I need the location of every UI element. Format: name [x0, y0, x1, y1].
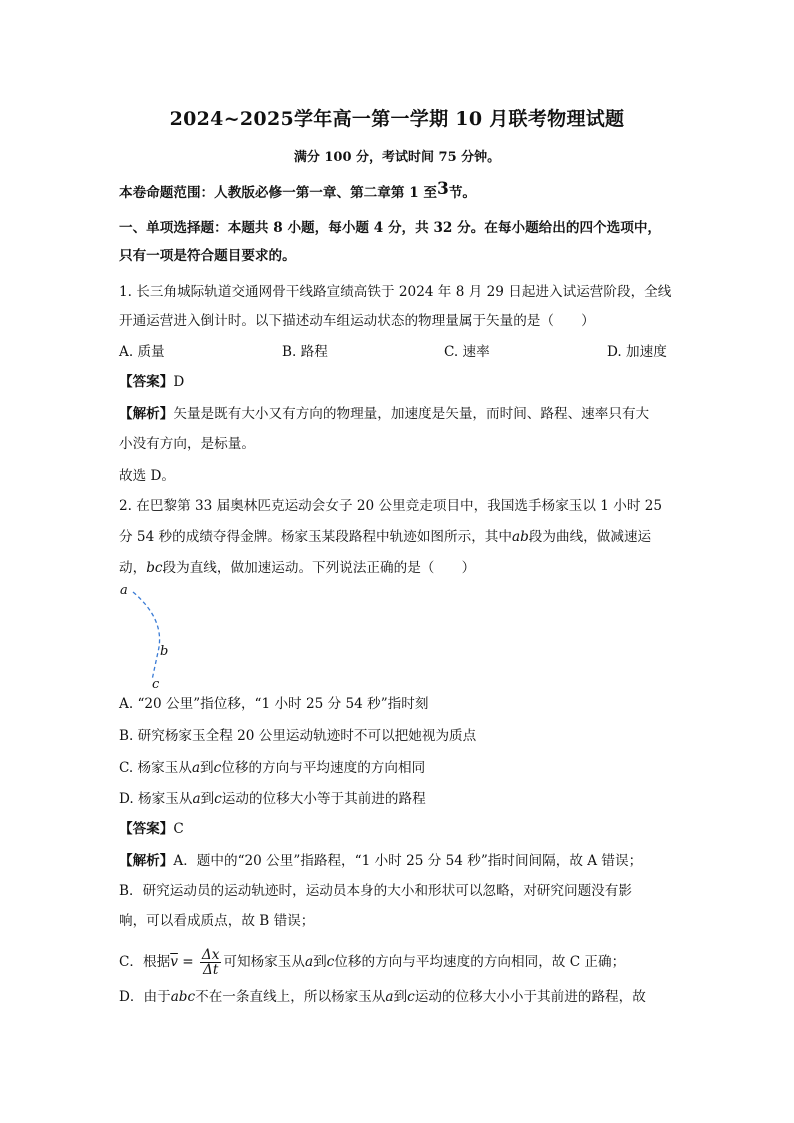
answer-tag: 【答案】: [119, 821, 174, 837]
q1-option-d: D. 加速度: [607, 344, 667, 360]
q1-option-b: B. 路程: [282, 344, 328, 360]
q2-stem-text: 分 54 秒的成绩夺得金牌。杨家玉某段路程中轨迹如图所示，其中: [119, 529, 512, 545]
var-c: c: [214, 791, 222, 807]
analysis-text: 可知杨家玉从: [223, 954, 305, 970]
q1-conclusion: 故选 D。: [119, 468, 176, 484]
option-text: C. 杨家玉从: [119, 760, 192, 776]
var-a: a: [191, 760, 201, 776]
equals-sign: =: [177, 954, 198, 970]
answer-tag: 【答案】: [119, 374, 174, 390]
option-text: 到: [200, 791, 215, 807]
q1-stem-line2: 开通运营进入倒计时。以下描述动车组运动状态的物理量属于矢量的是（ ）: [119, 313, 595, 329]
q2-option-a: A. “20 公里”指位移，“1 小时 25 分 54 秒”指时刻: [119, 696, 429, 712]
analysis-text: 到: [313, 954, 327, 970]
q1-answer: [119, 372, 679, 392]
answer-value: D: [173, 374, 185, 390]
fraction-denominator: Δt: [203, 962, 219, 978]
exam-info: 满分 100 分，考试时间 75 分钟。: [293, 150, 501, 165]
section-heading-line2: 只有一项是符合题目要求的。: [119, 248, 296, 264]
q2-stem-text: 段为直线，做加速运动。下列说法正确的是（ ）: [162, 560, 476, 576]
q1-stem-line1: 1. 长三角城际轨道交通网骨干线路宣绩高铁于 2024 年 8 月 29 日起进入试运营阶段，全线: [119, 284, 672, 300]
analysis-text: 矢量是既有大小又有方向的物理量，加速度是矢量，而时间、路程、速率只有大: [173, 406, 650, 422]
analysis-tag: 【解析】: [119, 853, 174, 869]
q2-answer: [119, 819, 679, 839]
var-c: c: [407, 989, 415, 1005]
option-text: 到: [200, 760, 214, 776]
q2-stem-line2: [119, 527, 679, 547]
var-c: c: [213, 760, 222, 776]
page-title: 2024~2025学年高一第一学期 10 月联考物理试题: [169, 108, 625, 130]
var-c: c: [326, 954, 335, 970]
q2-analysis-d: [119, 987, 679, 1007]
velocity-fraction: [200, 948, 221, 977]
q2-stem-text: 段为曲线，做减速运: [528, 529, 652, 545]
option-text: 位移的方向与平均速度的方向相同: [221, 760, 426, 776]
analysis-text: 不在一条直线上，所以杨家玉从: [195, 989, 386, 1005]
section-heading-line1: 一、单项选择题：本题共 8 小题，每小题 4 分，共 32 分。在每小题给出的四个选项中，: [119, 220, 662, 236]
segment-bc: bc: [146, 560, 163, 576]
q2-stem-line3: [119, 558, 679, 578]
point-b-label: b: [160, 644, 169, 659]
analysis-text: 位移的方向与平均速度的方向相同，故 C 正确；: [334, 954, 626, 970]
q2-stem-text: 动，: [119, 560, 147, 576]
q1-analysis-line2: 小没有方向，是标量。: [119, 436, 255, 452]
scope-suffix: 节。: [448, 185, 477, 201]
analysis-text: 到: [393, 989, 408, 1005]
answer-value: C: [173, 821, 184, 837]
scope-line: [119, 179, 679, 203]
q2-analysis-c: [119, 948, 679, 977]
scope-number: 3: [437, 179, 449, 199]
var-a: a: [385, 989, 394, 1005]
trajectory-path: [133, 592, 160, 680]
var-a: a: [304, 954, 314, 970]
q2-option-b: B. 研究杨家玉全程 20 公里运动轨迹时不可以把她视为质点: [119, 728, 477, 744]
q2-option-d: [119, 789, 679, 809]
q2-analysis-b1: B．研究运动员的运动轨迹时，运动员本身的大小和形状可以忽略，对研究问题没有影: [119, 883, 632, 899]
trajectory-figure: [116, 580, 176, 692]
var-a: a: [192, 791, 201, 807]
scope-text: 本卷命题范围：人教版必修一第一章、第二章第 1 至: [119, 185, 437, 201]
option-text: 运动的位移大小等于其前进的路程: [221, 791, 426, 807]
segment-ab: ab: [511, 529, 529, 545]
analysis-text: D．由于: [119, 989, 171, 1005]
q2-stem-line1: 2. 在巴黎第 33 届奥林匹克运动会女子 20 公里竞走项目中，我国选手杨家玉以 1 小时 25: [119, 498, 663, 514]
point-c-label: c: [152, 677, 160, 692]
q1-option-c: C. 速率: [444, 344, 490, 360]
q2-analysis-a: [119, 851, 679, 871]
option-text: D. 杨家玉从: [119, 791, 193, 807]
q1-option-a: A. 质量: [119, 344, 165, 360]
q2-analysis-b2: 响，可以看成质点，故 B 错误；: [119, 913, 315, 929]
analysis-text: 运动的位移大小小于其前进的路程，故: [414, 989, 646, 1005]
analysis-text: A．题中的“20 公里”指路程，“1 小时 25 分 54 秒”指时间间隔，故 A 错误；: [173, 853, 643, 869]
analysis-tag: 【解析】: [119, 406, 174, 422]
points-abc: abc: [170, 989, 196, 1005]
q2-option-c: [119, 758, 679, 778]
analysis-text: C．根据: [119, 954, 171, 970]
avg-velocity-symbol: $\overline{v}$: [170, 954, 178, 970]
point-a-label: a: [120, 583, 128, 598]
fraction-numerator: Δx: [201, 947, 220, 963]
q1-analysis-line1: [119, 404, 679, 424]
